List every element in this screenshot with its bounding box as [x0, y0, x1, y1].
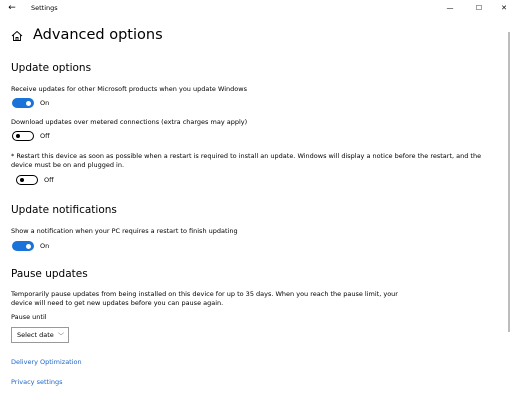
update-notifications-heading: Update notifications	[11, 204, 117, 216]
restart-notification-label: Show a notification when your PC requires a restart to finish updating	[11, 227, 238, 235]
pause-updates-heading: Pause updates	[11, 268, 88, 280]
pause-until-select[interactable]	[11, 327, 69, 343]
metered-connections-toggle-row[interactable]	[12, 131, 50, 141]
delivery-optimization-link[interactable]: Delivery Optimization	[11, 358, 82, 366]
restart-asap-toggle-row[interactable]	[16, 175, 54, 185]
back-arrow-icon: ←	[8, 3, 16, 13]
receive-updates-state: On	[40, 98, 50, 107]
select-date-value: Select date	[17, 331, 54, 339]
privacy-settings-link[interactable]: Privacy settings	[11, 378, 63, 386]
title-bar	[0, 0, 512, 17]
metered-connections-label: Download updates over metered connections (extra charges may apply)	[11, 118, 248, 126]
close-icon: ✕	[501, 4, 507, 12]
toggle-knob	[20, 178, 25, 183]
toggle-knob	[16, 134, 21, 139]
restart-notification-toggle-row[interactable]	[12, 241, 49, 251]
receive-updates-label: Receive updates for other Microsoft products when you update Windows	[11, 85, 247, 93]
home-icon[interactable]	[11, 30, 23, 42]
pause-updates-description: Temporarily pause updates from being installed on this device for up to 35 days. When you reach the pause limit, your device will need to get new updates before you can pause again.	[11, 290, 398, 307]
metered-connections-state: Off	[40, 131, 50, 140]
toggle-knob	[26, 244, 31, 249]
back-button[interactable]	[4, 1, 20, 15]
chevron-down-icon: ﹀	[57, 333, 64, 340]
update-options-heading: Update options	[11, 62, 92, 74]
restart-notification-state: On	[40, 241, 50, 250]
close-button[interactable]	[492, 0, 512, 16]
maximize-button[interactable]	[467, 0, 491, 16]
minimize-button[interactable]	[438, 0, 462, 16]
minimize-icon: —	[446, 4, 454, 12]
restart-asap-state: Off	[44, 175, 54, 184]
receive-updates-toggle[interactable]	[12, 98, 34, 108]
toggle-knob	[26, 101, 31, 106]
page-title: Advanced options	[33, 27, 163, 43]
pause-until-label: Pause until	[11, 313, 47, 321]
restart-asap-label: * Restart this device as soon as possible when a restart is required to install an update. Windows will display a notice before the restart, and the device must be on and plugged in.	[11, 152, 482, 169]
app-title: Settings	[31, 4, 58, 12]
maximize-icon: ☐	[475, 4, 483, 12]
restart-asap-toggle[interactable]	[16, 175, 38, 185]
metered-connections-toggle[interactable]	[12, 131, 34, 141]
receive-updates-toggle-row[interactable]	[12, 98, 49, 108]
scrollbar[interactable]	[508, 32, 510, 332]
restart-notification-toggle[interactable]	[12, 241, 34, 251]
